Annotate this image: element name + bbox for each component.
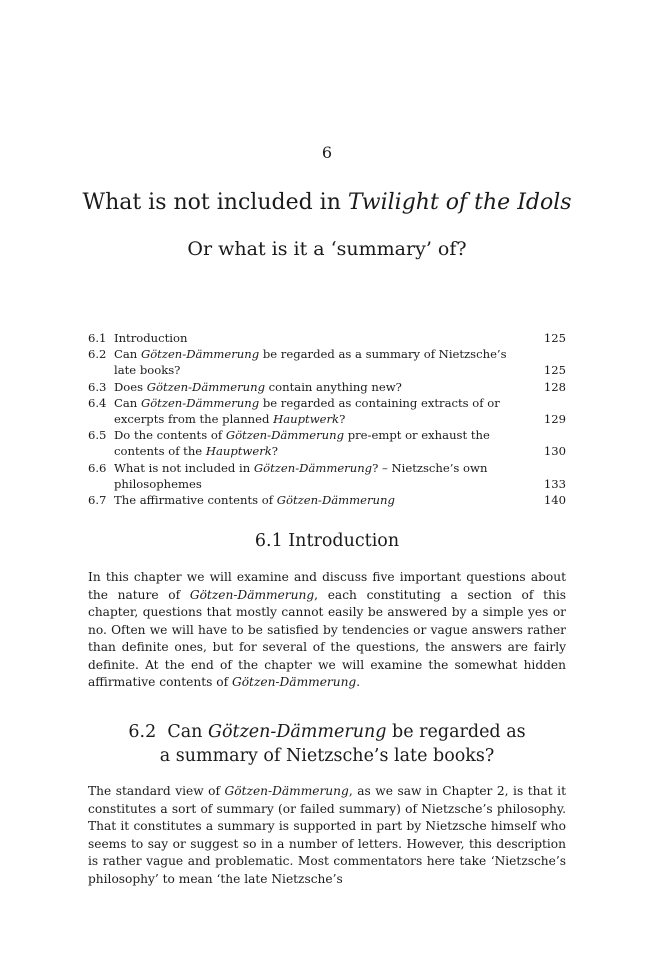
text-run: The standard view of xyxy=(88,784,225,798)
heading-text: be regarded as xyxy=(386,722,526,742)
toc-entry-number: 6.2 xyxy=(88,347,107,362)
text-run: , each constituting a section of this chapter, questions that mostly cannot easily be answered by a simple yes or no. Often we will have to be satisfied by tendencies or vague answers rather than definite ones, but for several of the questions, the answers are fairly definite. At the end of the chapter we will examine the somewhat hidden affirmative contents of xyxy=(88,587,566,689)
chapter-title-italic: Twilight of the Idols xyxy=(347,190,572,215)
toc-entry-page: 125 xyxy=(543,363,566,378)
toc-entry[interactable] xyxy=(88,379,566,395)
toc-entry-number: 6.4 xyxy=(88,395,107,410)
text-run: pre-empt or exhaust the contents of the xyxy=(114,428,490,459)
chapter-number: 6 xyxy=(321,143,333,162)
text-run: ? xyxy=(271,444,279,459)
italic-text: Hauptwerk xyxy=(205,444,272,459)
toc-entry-page: 128 xyxy=(543,379,566,394)
toc-entry-page: 125 xyxy=(543,331,566,345)
italic-text: Hauptwerk xyxy=(273,412,340,427)
toc-entry[interactable] xyxy=(88,460,566,492)
body-paragraph xyxy=(88,783,566,888)
toc-entry-title xyxy=(114,395,522,427)
toc-entry-page: 130 xyxy=(543,444,566,459)
text-run: Can xyxy=(114,395,141,410)
toc-entry-title xyxy=(114,330,522,346)
section-number: 6.2 xyxy=(128,722,157,742)
chapter-title-plain: What is not included in xyxy=(82,190,348,215)
italic-text: Götzen-Dämmerung xyxy=(253,460,373,475)
text-run: be regarded as containing extracts of or excerpts from the planned xyxy=(114,395,500,427)
toc-entry-title xyxy=(114,427,522,459)
toc-entry-number: 6.1 xyxy=(88,331,107,345)
text-run: What is not included in xyxy=(114,460,254,475)
toc-entry-page: 140 xyxy=(543,493,566,508)
text-run: . xyxy=(356,675,361,689)
text-run: , as we saw in Chapter 2, is that it constitutes a sort of summary (or failed summary) of Nietzsche’s philosophy. That it constitutes a summary is supported in part by Nietzsche himself who seems to say or suggest so in a number of letters. However, this description is rather vague and problematic. Most commentators here take ‘Nietzsche’s philosophy’ to mean ‘the late Nietzsche’s xyxy=(88,784,566,886)
book-page xyxy=(82,0,572,975)
toc-entry-number: 6.7 xyxy=(88,493,107,508)
heading-text: Can xyxy=(167,722,209,742)
text-run: Does xyxy=(114,379,147,394)
body-paragraph xyxy=(88,569,566,692)
text-run: Can xyxy=(114,347,141,362)
italic-text: Götzen-Dämmerung xyxy=(231,675,357,689)
chapter-subtitle: Or what is it a ‘summary’ of? xyxy=(187,238,467,260)
italic-text: Götzen-Dämmerung xyxy=(276,493,395,508)
text-run: In this chapter we will examine and discuss five important questions about the nature of xyxy=(88,570,566,602)
italic-text: Götzen-Dämmerung xyxy=(225,428,345,443)
toc-entry[interactable] xyxy=(88,492,566,508)
toc-entry[interactable] xyxy=(88,346,566,378)
italic-text: Götzen-Dämmerung xyxy=(224,784,349,798)
toc-entry-title xyxy=(114,346,522,378)
toc-entry[interactable] xyxy=(88,427,566,459)
toc-entry-number: 6.5 xyxy=(88,428,107,443)
toc-entry[interactable] xyxy=(88,330,566,346)
text-run: The affirmative contents of xyxy=(114,493,277,508)
toc-entry-page: 133 xyxy=(543,476,566,491)
italic-text: Götzen-Dämmerung xyxy=(140,347,260,362)
italic-text: Götzen-Dämmerung xyxy=(140,395,260,410)
chapter-title xyxy=(58,188,596,218)
heading-text: a summary of Nietzsche’s late books? xyxy=(159,746,495,766)
italic-text: Götzen-Dämmerung xyxy=(146,379,265,394)
toc-entry-number: 6.3 xyxy=(88,379,107,394)
text-run: be regarded as a summary of Nietzsche’s late books? xyxy=(114,347,507,378)
table-of-contents xyxy=(88,330,566,508)
toc-entry[interactable] xyxy=(88,395,566,427)
italic-text: Götzen-Dämmerung xyxy=(189,587,315,602)
toc-entry-title xyxy=(114,460,522,492)
toc-entry-title xyxy=(114,379,522,395)
section-heading: 6.1 Introduction xyxy=(254,531,400,551)
toc-entry-page: 129 xyxy=(543,412,566,427)
text-run: ? – Nietzsche’s own philosophemes xyxy=(114,460,488,491)
toc-entry-number: 6.6 xyxy=(88,460,107,475)
section-heading xyxy=(88,720,566,768)
text-run: Do the contents of xyxy=(114,428,226,443)
text-run: contain anything new? xyxy=(265,379,402,394)
text-run: Introduction xyxy=(114,331,188,345)
toc-entry-title xyxy=(114,492,522,508)
heading-italic: Götzen-Dämmerung xyxy=(208,722,387,742)
text-run: ? xyxy=(339,412,346,427)
